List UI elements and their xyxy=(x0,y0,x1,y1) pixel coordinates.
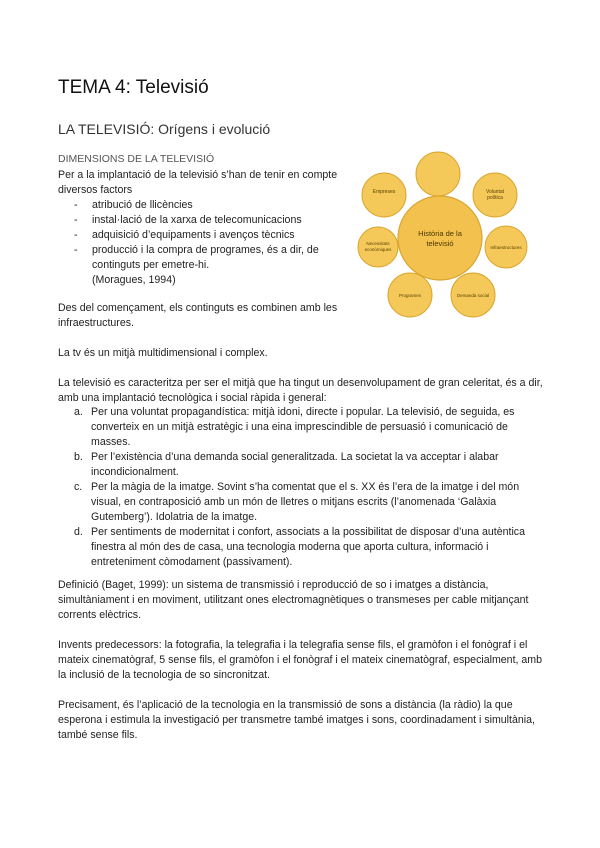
satellite-label: econòmiques xyxy=(364,247,392,252)
radio-paragraph: Precisament, és l’aplicació de la tecnologia en la transmissió de sons a distància (la ràdio) la que esperona i estimula la investigació per transmetre també imatges i sons, coordinadament i simultània, també sense fils. xyxy=(58,699,535,741)
satellite-label: Empreses xyxy=(372,189,396,195)
satellite-label: Demanda social xyxy=(456,293,490,298)
citation: (Moragues, 1994) xyxy=(92,274,176,286)
definition-paragraph: Definició (Baget, 1999): un sistema de transmissió i reproducció de so i imatges a distància, simultàniament i en moviment, utilitzant ones electromagnètiques o transmeses per cable mitjançant corrents elèctrics. xyxy=(58,579,529,621)
satellite-circle xyxy=(362,173,406,217)
list-item: - adquisició d’equipaments i avenços tècnics xyxy=(74,228,359,243)
diagram-satellite xyxy=(416,152,460,196)
center-circle xyxy=(398,196,482,280)
satellite-label: Necessitats xyxy=(366,241,390,246)
paragraph-multidimensional: La tv és un mitjà multidimensional i complex. xyxy=(58,347,268,359)
center-label: Història de la xyxy=(418,229,462,238)
satellite-label: Infraestructures xyxy=(490,245,522,250)
satellite-label: política xyxy=(487,195,503,201)
section-heading: DIMENSIONS DE LA TELEVISIÓ xyxy=(58,153,215,165)
diagram-satellite xyxy=(451,273,495,317)
subtitle: LA TELEVISIÓ: Orígens i evolució xyxy=(58,121,271,137)
list-marker: b. xyxy=(74,451,83,463)
factors-list xyxy=(74,198,359,273)
paragraph-infrastructures: Des del començament, els continguts es combinen amb les infraestructures. xyxy=(58,302,338,329)
list-item xyxy=(58,480,543,525)
page-title: TEMA 4: Televisió xyxy=(58,77,209,98)
diagram-center xyxy=(398,196,482,280)
list-item: - instal·lació de la xarxa de telecomunicacions xyxy=(74,213,359,228)
intro-paragraph: Per a la implantació de la televisió s’han de tenir en compte diversos factors xyxy=(58,169,338,196)
diagram-satellite xyxy=(473,173,517,217)
diagram-satellite xyxy=(362,173,406,217)
diagram-satellite xyxy=(485,226,527,268)
diagram-satellite xyxy=(388,273,432,317)
list-marker: a. xyxy=(74,406,83,418)
list-item xyxy=(58,405,543,450)
paragraph-characteristics: La televisió es caracteritza per ser el mitjà que ha tingut un desenvolupament de gran celeritat, és a dir, amb una implantació tecnològica i social ràpida i general: xyxy=(58,377,543,404)
list-item: - producció i la compra de programes, és a dir, de continguts per emetre-hi. xyxy=(74,243,359,273)
list-item xyxy=(58,525,543,570)
reasons-list xyxy=(58,405,543,570)
list-marker: d. xyxy=(74,526,83,538)
center-label: televisió xyxy=(426,239,454,248)
satellite-label: Programes xyxy=(398,293,422,298)
inventions-paragraph: Invents predecessors: la fotografia, la telegrafia i la telegrafia sense fils, el gramòfon i el fonògraf i el mateix cinematògraf, 5 sense fils, el gramòfon i el fonògraf i el mateix cinematògraf, especialment, amb la inclusió de la tecnologia de so sincronitzat. xyxy=(58,639,543,681)
list-item-text: Per sentiments de modernitat i confort, associats a la possibilitat de disposar d’una autèntica finestra al món des de casa, una tecnologia moderna que aporta cultura, informació i entreteniment còmodament (passivament). xyxy=(91,526,525,568)
list-item-text: Per una voluntat propagandística: mitjà idoni, directe i popular. La televisió, de seguida, es converteix en un mitjà estratègic i una eina imprescindible de persuasió i comunicació de masses. xyxy=(91,406,515,448)
diagram-satellite xyxy=(358,227,398,267)
list-item-text: Per la màgia de la imatge. Sovint s’ha comentat que el s. XX és l’era de la imatge i del món visual, en contraposició amb un món de lletres o mitjans escrits (l’anomenada ‘Galàxia Gutemberg’). Idolatria de la imatge. xyxy=(91,481,520,523)
list-marker: c. xyxy=(74,481,83,493)
list-item: - atribució de llicències xyxy=(74,198,359,213)
satellite-circle xyxy=(416,152,460,196)
satellite-label: Voluntat xyxy=(485,189,505,195)
history-diagram xyxy=(358,150,522,325)
list-item xyxy=(58,450,543,480)
list-item-text: Per l’existència d’una demanda social generalitzada. La societat la va acceptar i alabar incondicionalment. xyxy=(91,451,499,478)
